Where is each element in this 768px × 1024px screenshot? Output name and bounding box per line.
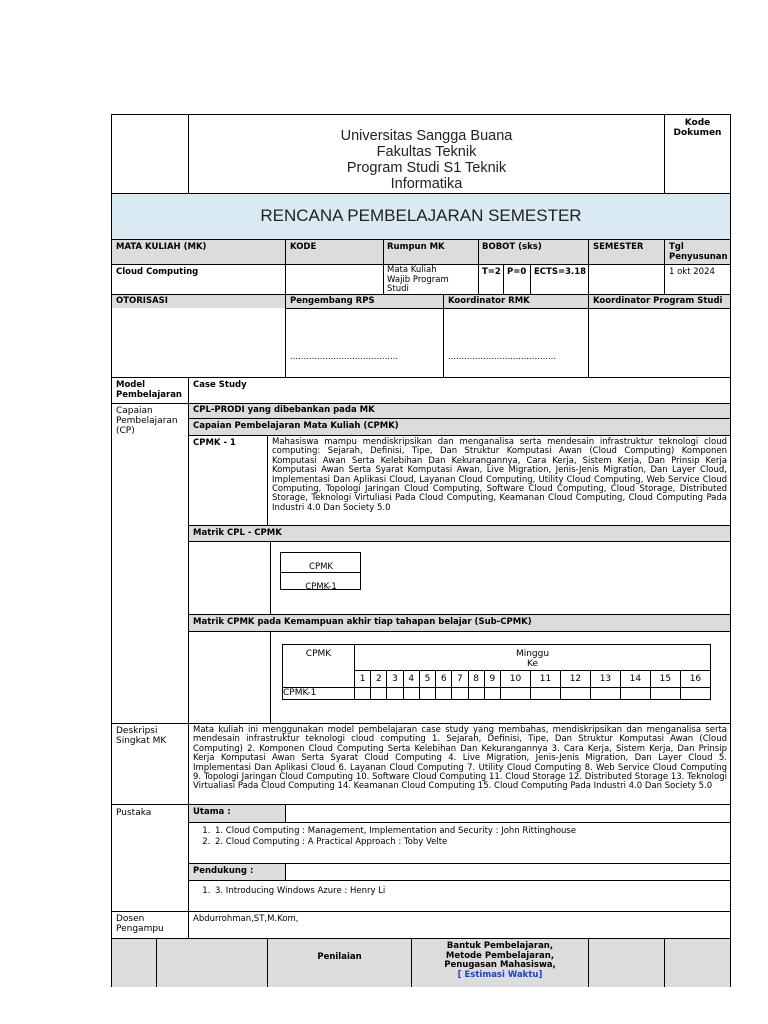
matrik-cpl-table xyxy=(280,552,361,590)
week-cell: 10 xyxy=(500,671,530,687)
pustaka-utama-item: 2. 2. Cloud Computing : A Practical Approach : Toby Velte xyxy=(213,837,723,848)
week-empty-cell xyxy=(468,687,484,699)
institution-header xyxy=(189,128,664,192)
week-empty-cell xyxy=(371,687,387,699)
tgl-value: 1 okt 2024 xyxy=(669,267,715,277)
week-empty-cell xyxy=(530,687,560,699)
week-empty-cell xyxy=(560,687,590,699)
week-empty-cell xyxy=(403,687,419,699)
pustaka-utama-label: Utama : xyxy=(193,807,231,817)
sub-cpmk-matrix xyxy=(282,644,711,700)
sub-matrix-row-label: CPMK-1 xyxy=(283,687,355,699)
week-empty-cell xyxy=(620,687,650,699)
otorisasi-label: OTORISASI xyxy=(116,296,168,306)
pustaka-pendukung-item: 1. 3. Introducing Windows Azure : Henry Li xyxy=(213,886,723,897)
pustaka-utama-item: 1. 1. Cloud Computing : Management, Implementation and Security : John Rittinghouse xyxy=(213,826,723,837)
week-cell: 16 xyxy=(680,671,710,687)
cpmk-description: Mahasiswa mampu mendiskripsikan dan menganalisa serta mendesain infrastruktur teknologi cloud computing: Sejarah, Definisi, Tipe, Dan Struktur Komputasi Awan (Cloud Computing) Komponen Komputasi Awan Serta Kelebihan Dan Kekurangannya, Cara Kerja, Sistem Kerja, Dan Prinsip Kerja Komputasi Awan Serta Syarat Komputasi Awan, Live Migration, Jenis-Jenis Migration, Dan Layer Cloud, Implementasi Dan Aplikasi Cloud, Layanan Cloud Computing, Utility Cloud Computing, Web Service Cloud Computing, Topologi Jaringan Cloud Computing, Software Cloud Computing, Cloud Storage, Distributed Storage, Teknologi Virtuliasi Pada Cloud Computing, Keamanan Cloud Computing, Cloud Computing Pada Industri 4.0 Dan Society 5.0 xyxy=(272,437,727,513)
deskripsi-text: Mata kuliah ini menggunakan model pembelajaran case study yang membahas, mendiskripsikan dan menganalisa serta mendesain infrastruktur teknologi cloud computing 1. Sejarah, Definisi, Tipe, Dan Struktur Komputasi Awan (Cloud Computing) 2. Komponen Cloud Computing Serta Kelebihan Dan Kekurangannya 3. Cara Kerja, Sistem Kerja, Dan Prinsip Kerja Komputasi Awan Serta Syarat Cloud Computing 4. Live Migration, Jenis-Jenis Migration, Dan Layer Cloud 5. Implementasi Dan Aplikasi Cloud 6. Layanan Cloud Computing 7. Utility Cloud Computing 8. Web Service Cloud Computing 9. Topologi Jaringan Cloud Computing 10. Software Cloud Computing 11. Cloud Storage 12. Distributed Storage 13. Teknologi Virtualiasi Pada Cloud Computing 14. Keamanan Cloud Computing 15. Cloud Computing Pada Industri 4.0 Dan Society 5.0 xyxy=(193,725,727,792)
university-name: Universitas Sangga Buana xyxy=(340,128,513,144)
kode-header: KODE xyxy=(290,242,317,252)
cpl-prodi-heading: CPL-PRODI yang dibebankan pada MK xyxy=(193,405,375,415)
course-name: Cloud Computing xyxy=(116,267,199,277)
mk-header: MATA KULIAH (MK) xyxy=(116,242,207,252)
week-cell: 11 xyxy=(530,671,560,687)
week-empty-cell xyxy=(650,687,680,699)
sub-matrix-cpmk-header: CPMK xyxy=(283,645,355,688)
week-empty-cell xyxy=(387,687,403,699)
minggu-header: Minggu Ke xyxy=(355,645,711,671)
week-cell: 3 xyxy=(387,671,403,687)
semester-header: SEMESTER xyxy=(593,242,644,252)
matrik-cpl-heading: Matrik CPL - CPMK xyxy=(193,528,282,538)
signature-line-rmk: ........................................ xyxy=(448,352,557,362)
cpmk-heading: Capaian Pembelajaran Mata Kuliah (CPMK) xyxy=(193,421,399,431)
pengembang-label: Pengembang RPS xyxy=(290,296,375,306)
pustaka-pendukung-label: Pendukung : xyxy=(193,866,254,876)
week-empty-cell xyxy=(452,687,468,699)
week-cell: 2 xyxy=(371,671,387,687)
faculty-name: Fakultas Teknik xyxy=(376,144,477,160)
week-empty-cell xyxy=(484,687,500,699)
week-cell: 7 xyxy=(452,671,468,687)
week-cell: 4 xyxy=(403,671,419,687)
matrik-cpl-row-label: CPMK-1 xyxy=(305,582,337,592)
week-cell: 15 xyxy=(650,671,680,687)
week-cell: 13 xyxy=(590,671,620,687)
dosen-label: Dosen Pengampu xyxy=(116,914,164,934)
week-cell: 5 xyxy=(419,671,435,687)
pustaka-utama-list xyxy=(193,826,723,848)
week-cell: 6 xyxy=(436,671,452,687)
week-empty-cell xyxy=(436,687,452,699)
bantuk-header: Bantuk Pembelajaran, Metode Pembelajaran, Penugasan Mahasiswa, [ Estimasi Waktu] xyxy=(444,941,556,980)
week-cell: 12 xyxy=(560,671,590,687)
matrik-cpl-header-cell: CPMK xyxy=(309,562,333,572)
week-empty-cell xyxy=(590,687,620,699)
program-line-2: Informatika xyxy=(390,176,463,192)
week-empty-cell xyxy=(500,687,530,699)
week-cell: 9 xyxy=(484,671,500,687)
bobot-t: T=2 xyxy=(482,267,501,277)
doc-code-label: Kode Dokumen xyxy=(673,118,722,138)
week-cell: 1 xyxy=(355,671,371,687)
cp-label: Capaian Pembelajaran (CP) xyxy=(116,406,178,436)
dosen-value: Abdurrohman,ST,M.Kom, xyxy=(193,914,299,924)
bobot-ects: ECTS=3.18 xyxy=(534,267,587,277)
tgl-header: Tgl Penyusunan xyxy=(669,242,728,262)
course-rumpun: Mata Kuliah Wajib Program Studi xyxy=(387,265,449,294)
matrik-sub-heading: Matrik CPMK pada Kemampuan akhir tiap tahapan belajar (Sub-CPMK) xyxy=(193,617,532,627)
week-cell: 8 xyxy=(468,671,484,687)
pustaka-label: Pustaka xyxy=(116,808,152,818)
model-value: Case Study xyxy=(193,380,247,390)
koordinator-prodi-label: Koordinator Program Studi xyxy=(593,296,723,306)
week-empty-cell xyxy=(355,687,371,699)
deskripsi-label: Deskripsi Singkat MK xyxy=(116,726,167,746)
bobot-header: BOBOT (sks) xyxy=(482,242,542,252)
signature-line-pengembang: ........................................ xyxy=(290,352,399,362)
program-line-1: Program Studi S1 Teknik xyxy=(346,160,507,176)
week-cell: 14 xyxy=(620,671,650,687)
penilaian-header: Penilaian xyxy=(317,952,362,962)
document-title: RENCANA PEMBELAJARAN SEMESTER xyxy=(260,206,582,225)
week-empty-cell xyxy=(680,687,710,699)
koordinator-rmk-label: Koordinator RMK xyxy=(448,296,530,306)
rumpun-header: Rumpun MK xyxy=(387,242,445,252)
bobot-p: P=0 xyxy=(507,267,527,277)
cpmk-code: CPMK - 1 xyxy=(193,438,236,448)
pustaka-pendukung-list xyxy=(193,886,723,897)
week-empty-cell xyxy=(419,687,435,699)
model-label: Model Pembelajaran xyxy=(116,380,182,400)
